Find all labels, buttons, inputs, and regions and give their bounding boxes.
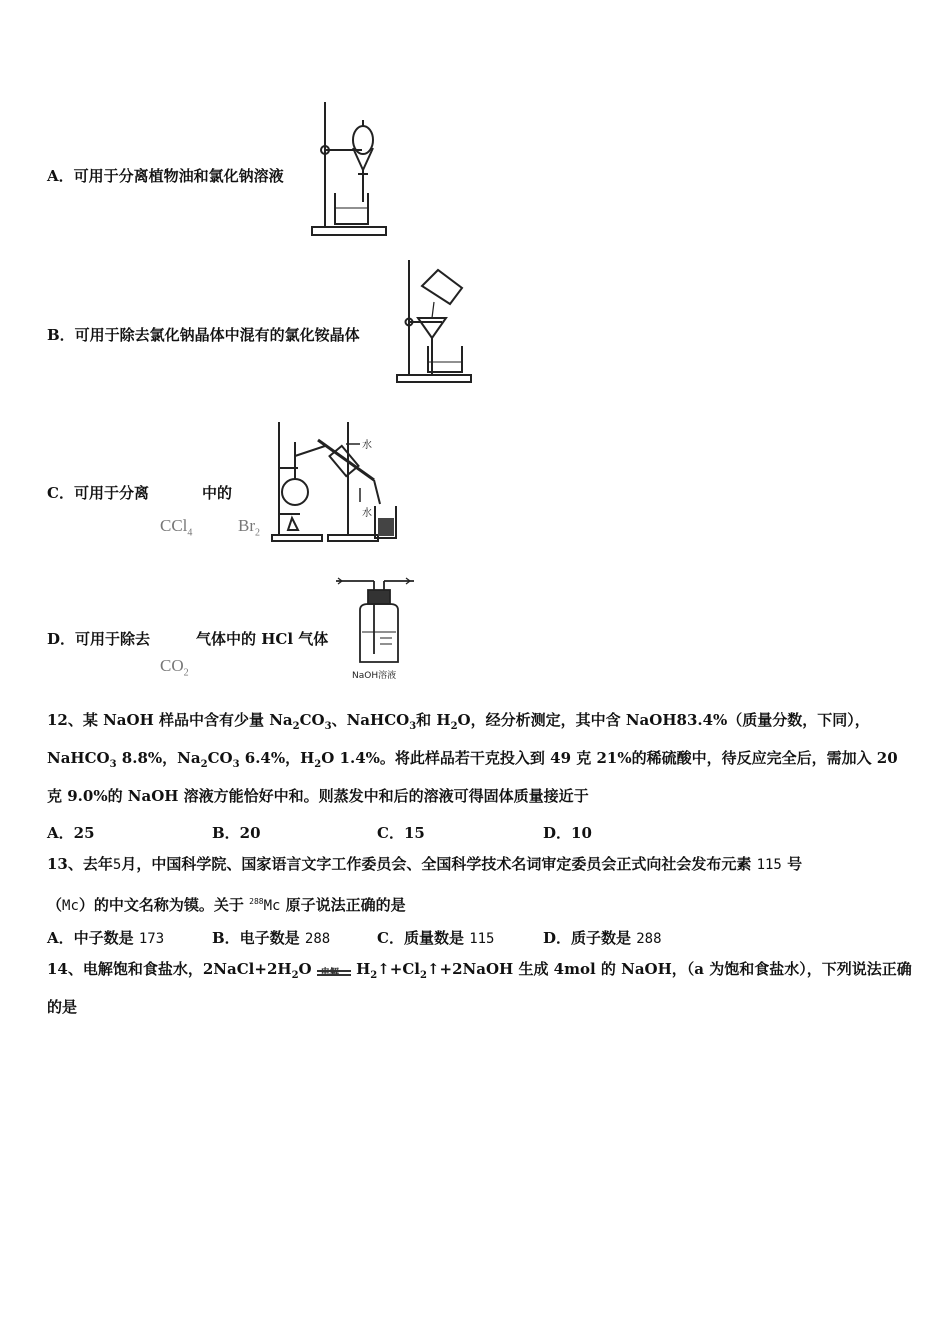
gas-washing-bottle: [334, 574, 418, 686]
filtration-apparatus: [392, 258, 476, 388]
label-water-in: 水: [362, 508, 372, 519]
q14-line2: 的是: [47, 998, 78, 1016]
q12-line2: NaHCO$_3$ 8.8%，$Na_2CO_3$ 6.4%，$H_2O$ 1.4%。将此样品若干克投入到 49 克 21%的稀硫酸中，待反应完全后，需加入 20: [47, 749, 898, 770]
formula-br2: $Br_2$: [238, 516, 260, 539]
q12-option-c: C．15: [377, 824, 425, 842]
q13-option-b: B．电子数是 288: [212, 929, 331, 947]
q12-line1: 12、某 NaOH 样品中含有少量 $Na_2CO_3$、NaHCO$_3$和 $H_2O$，经分析测定，其中含 NaOH83.4%（质量分数，下同），: [47, 711, 870, 732]
q13-line2: （Mc）的中文名称为镆。关于 $^{288}$Mc 原子说法正确的是: [47, 896, 406, 914]
q12-option-b: B．20: [212, 824, 261, 842]
q13-option-d: D．质子数是 288: [543, 929, 662, 947]
option-d-suffix: 气体中的 HCl 气体: [196, 630, 329, 648]
distillation-apparatus: [270, 418, 404, 546]
q12-option-a: A．25: [47, 824, 95, 842]
q12-option-d: D．10: [543, 824, 592, 842]
separatory-funnel-apparatus: [308, 100, 390, 240]
electrolysis-condition-arrow: 电解: [317, 961, 351, 979]
label-naoh-solution: NaOH溶液: [352, 671, 397, 681]
option-d-prefix: D．可用于除去: [47, 630, 151, 648]
q13-line1: 13、去年5月，中国科学院、国家语言文字工作委员会、全国科学技术名词审定委员会正式向社会发布元素 115 号: [47, 855, 803, 873]
option-a-text: A．可用于分离植物油和氯化钠溶液: [47, 167, 284, 185]
option-b-text: B．可用于除去氯化钠晶体中混有的氯化铵晶体: [47, 326, 360, 344]
formula-ccl4: CCl$_4$: [160, 516, 193, 539]
q12-line3: 克 9.0%的 NaOH 溶液方能恰好中和。则蒸发中和后的溶液可得固体质量接近于: [47, 787, 589, 805]
option-c-prefix: C．可用于分离: [47, 484, 149, 502]
option-c-mid: 中的: [202, 484, 233, 502]
label-water-out: 水: [362, 440, 372, 451]
q13-option-c: C．质量数是 115: [377, 929, 495, 947]
q14-line1: 14、电解饱和食盐水，$2NaCl+2H_2O$ 电解 $H_2↑+Cl_2↑+2NaOH$ 生成 4mol 的 NaOH，（a 为饱和食盐水），下列说法正确: [47, 960, 912, 981]
q13-option-a: A．中子数是 173: [47, 929, 165, 947]
formula-co2: $CO_2$: [160, 656, 189, 679]
